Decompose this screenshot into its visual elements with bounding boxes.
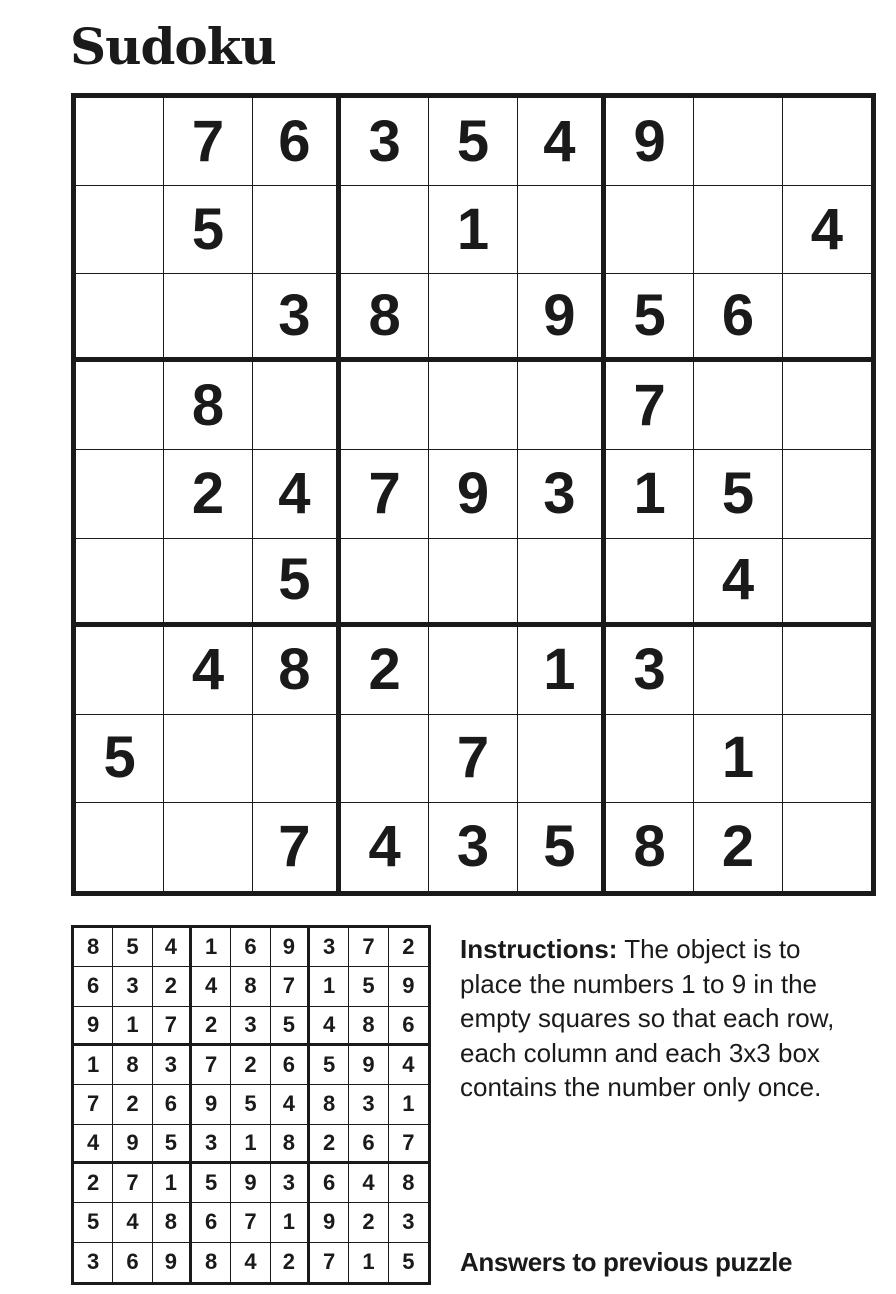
answer-cell: 3 [113,967,152,1006]
answer-cell: 5 [271,1007,310,1046]
answer-cell: 5 [153,1125,192,1164]
empty-cell[interactable] [783,627,871,715]
answer-cell: 4 [271,1085,310,1124]
answer-cell: 1 [310,967,349,1006]
given-cell: 8 [164,362,252,450]
answer-cell: 8 [113,1046,152,1085]
given-cell: 1 [429,186,517,274]
answer-cell: 7 [231,1203,270,1242]
answer-cell: 1 [153,1164,192,1203]
given-cell: 7 [429,715,517,803]
answer-cell: 7 [349,928,388,967]
empty-cell[interactable] [429,627,517,715]
empty-cell[interactable] [518,186,606,274]
given-cell: 1 [518,627,606,715]
empty-cell[interactable] [253,715,341,803]
answer-cell: 2 [231,1046,270,1085]
given-cell: 2 [694,803,782,891]
answer-cell: 1 [389,1085,428,1124]
answer-cell: 1 [349,1243,388,1282]
empty-cell[interactable] [76,274,164,362]
answer-cell: 4 [349,1164,388,1203]
given-cell: 1 [694,715,782,803]
given-cell: 7 [164,98,252,186]
answer-cell: 3 [389,1203,428,1242]
answer-cell: 7 [153,1007,192,1046]
answer-cell: 8 [389,1164,428,1203]
given-cell: 8 [606,803,694,891]
given-cell: 1 [606,450,694,538]
empty-cell[interactable] [164,274,252,362]
answer-cell: 5 [402,1249,415,1275]
empty-cell[interactable] [429,539,517,627]
answer-cell: 2 [349,1203,388,1242]
instructions-label: Instructions: [460,934,618,964]
given-cell: 2 [341,627,429,715]
answer-cell: 3 [153,1046,192,1085]
given-cell: 5 [429,98,517,186]
empty-cell[interactable] [694,186,782,274]
answer-cell: 6 [271,1046,310,1085]
answer-cell: 8 [74,928,113,967]
given-cell: 5 [164,186,252,274]
answer-cell: 9 [310,1203,349,1242]
answer-cell: 8 [192,1243,231,1282]
given-cell: 6 [253,98,341,186]
given-cell: 9 [429,450,517,538]
previous-answers-grid [71,925,431,1285]
answer-cell: 6 [389,1007,428,1046]
empty-cell[interactable] [783,274,871,362]
answer-cell: 2 [389,928,428,967]
answer-cell: 2 [192,1007,231,1046]
answer-cell: 3 [192,1125,231,1164]
empty-cell[interactable] [694,362,782,450]
answer-cell: 4 [153,928,192,967]
answer-cell: 5 [192,1164,231,1203]
given-cell: 8 [253,627,341,715]
answer-cell: 9 [113,1125,152,1164]
empty-cell[interactable] [76,98,164,186]
answer-cell: 9 [349,1046,388,1085]
empty-cell[interactable] [429,362,517,450]
answer-cell: 1 [74,1046,113,1085]
empty-cell[interactable] [164,803,252,891]
empty-cell[interactable] [783,539,871,627]
answer-cell: 8 [231,967,270,1006]
given-cell: 4 [518,98,606,186]
answer-cell: 1 [271,1203,310,1242]
answer-cell: 4 [74,1125,113,1164]
answer-cell: 9 [74,1007,113,1046]
answer-cell: 9 [153,1243,192,1282]
answer-cell: 7 [74,1085,113,1124]
empty-cell[interactable] [341,539,429,627]
empty-cell[interactable] [164,715,252,803]
answer-cell: 4 [389,1046,428,1085]
empty-cell[interactable] [429,274,517,362]
answer-cell: 3 [74,1243,113,1282]
empty-cell[interactable] [341,715,429,803]
given-cell: 3 [253,274,341,362]
answer-cell: 7 [113,1164,152,1203]
given-cell: 5 [76,715,164,803]
answer-cell: 4 [231,1243,270,1282]
answer-cell: 5 [310,1046,349,1085]
answer-cell: 9 [271,928,310,967]
empty-cell[interactable] [253,186,341,274]
given-cell: 5 [694,450,782,538]
answer-cell: 4 [113,1203,152,1242]
answer-cell: 5 [74,1203,113,1242]
answer-cell: 1 [113,1007,152,1046]
answer-cell: 6 [153,1085,192,1124]
given-cell: 3 [429,803,517,891]
answer-cell: 3 [231,1007,270,1046]
empty-cell[interactable] [606,539,694,627]
answer-cell: 8 [310,1085,349,1124]
given-cell: 3 [606,627,694,715]
answer-cell: 1 [192,928,231,967]
empty-cell[interactable] [783,803,871,891]
given-cell: 2 [164,450,252,538]
empty-cell[interactable] [518,362,606,450]
answer-cell: 8 [153,1203,192,1242]
answer-cell: 9 [231,1164,270,1203]
empty-cell[interactable] [606,715,694,803]
answer-cell: 6 [349,1125,388,1164]
given-cell: 4 [783,186,871,274]
empty-cell[interactable] [694,98,782,186]
answer-cell: 7 [310,1243,349,1282]
empty-cell[interactable] [694,627,782,715]
answer-cell: 8 [349,1007,388,1046]
answer-cell: 2 [74,1164,113,1203]
given-cell: 4 [694,539,782,627]
answer-cell: 4 [192,967,231,1006]
answer-cell: 3 [349,1085,388,1124]
given-cell: 9 [518,274,606,362]
given-cell: 7 [253,803,341,891]
empty-cell[interactable] [341,362,429,450]
answer-cell: 6 [231,928,270,967]
answer-cell: 5 [349,967,388,1006]
answer-cell: 2 [271,1243,310,1282]
answer-cell: 3 [310,928,349,967]
answer-cell: 2 [113,1085,152,1124]
answer-cell: 1 [231,1125,270,1164]
given-cell: 6 [694,274,782,362]
given-cell: 8 [341,274,429,362]
answer-cell: 4 [310,1007,349,1046]
empty-cell[interactable] [76,186,164,274]
given-cell: 4 [253,450,341,538]
answer-cell: 6 [113,1243,152,1282]
answer-cell: 9 [192,1085,231,1124]
empty-cell[interactable] [76,803,164,891]
answer-cell: 7 [192,1046,231,1085]
instructions [460,932,860,1105]
given-cell: 4 [341,803,429,891]
empty-cell[interactable] [341,186,429,274]
answer-cell: 5 [113,928,152,967]
given-cell: 5 [518,803,606,891]
answers-caption: Answers to previous puzzle [460,1247,793,1277]
answer-cell: 6 [192,1203,231,1242]
answer-cell: 9 [389,967,428,1006]
empty-cell[interactable] [518,539,606,627]
given-cell: 7 [341,450,429,538]
page-title: Sudoku [70,17,276,76]
answer-cell: 7 [389,1125,428,1164]
empty-cell[interactable] [253,362,341,450]
sudoku-puzzle-grid [71,93,876,896]
given-cell: 3 [341,98,429,186]
empty-cell[interactable] [76,539,164,627]
empty-cell[interactable] [76,450,164,538]
answer-cell: 6 [310,1164,349,1203]
answer-cell: 8 [271,1125,310,1164]
given-cell: 5 [606,274,694,362]
answer-cell: 6 [74,967,113,1006]
given-cell: 3 [518,450,606,538]
given-cell: 5 [253,539,341,627]
empty-cell[interactable] [76,627,164,715]
answer-cell: 2 [310,1125,349,1164]
empty-cell[interactable] [518,715,606,803]
answer-cell: 7 [271,967,310,1006]
empty-cell[interactable] [164,539,252,627]
given-cell: 9 [606,98,694,186]
empty-cell[interactable] [76,362,164,450]
answer-cell: 5 [231,1085,270,1124]
empty-cell[interactable] [783,98,871,186]
empty-cell[interactable] [783,450,871,538]
empty-cell[interactable] [783,715,871,803]
instructions-text: The object is to place the numbers 1 to 9 in the empty squares so that each row, each column and each 3x3 box contains the number only once. [460,934,835,1103]
empty-cell[interactable] [606,186,694,274]
answer-cell: 2 [153,967,192,1006]
answer-cell: 3 [271,1164,310,1203]
empty-cell[interactable] [783,362,871,450]
given-cell: 7 [606,362,694,450]
given-cell: 4 [164,627,252,715]
